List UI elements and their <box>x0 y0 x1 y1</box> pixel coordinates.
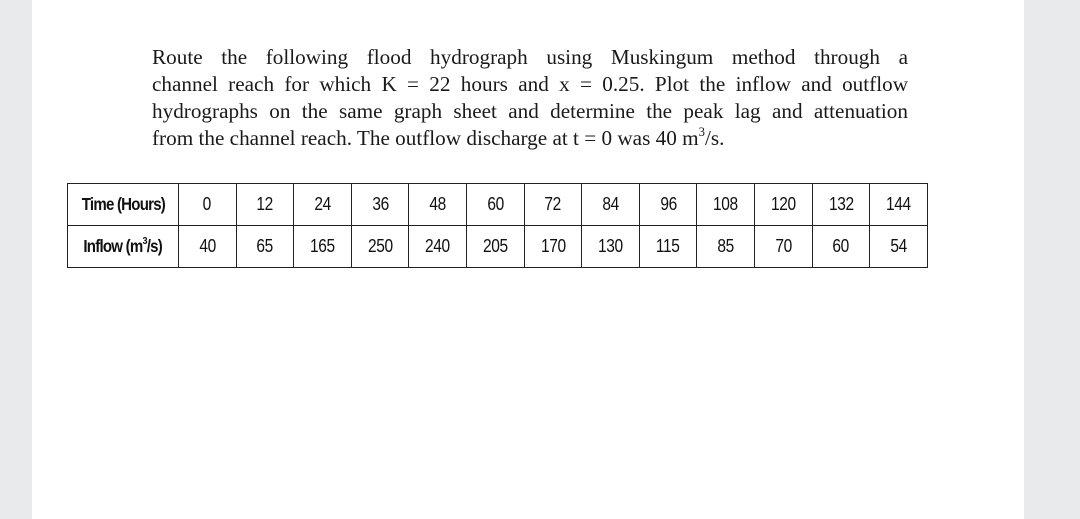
time-value: 120 <box>770 194 796 214</box>
time-cell <box>294 184 352 226</box>
time-cell <box>582 184 640 226</box>
time-cell <box>351 184 409 226</box>
question-line-4 <box>152 125 908 152</box>
inflow-cell <box>236 226 294 268</box>
inflow-header-suffix: /s) <box>147 236 163 256</box>
inflow-header-label <box>84 236 163 257</box>
hydrograph-table <box>67 183 928 268</box>
inflow-value: 165 <box>310 236 335 256</box>
inflow-value: 60 <box>832 236 850 256</box>
question-line-3: hydrographs on the same graph sheet and determine the peak lag and attenuation <box>152 99 908 123</box>
time-value: 144 <box>886 194 912 214</box>
question-line-2: channel reach for which K = 22 hours and x = 0.25. Plot the inflow and outflow <box>152 72 908 96</box>
inflow-cell <box>294 226 352 268</box>
question-line-4-suffix: /s. <box>704 126 725 150</box>
time-cell <box>467 184 525 226</box>
inflow-cell <box>179 226 237 268</box>
time-value: 132 <box>828 194 854 214</box>
time-cell <box>524 184 582 226</box>
inflow-cell <box>697 226 755 268</box>
time-value: 48 <box>429 194 447 214</box>
question-text <box>152 44 908 152</box>
inflow-cell <box>812 226 870 268</box>
inflow-row <box>68 226 928 268</box>
time-header <box>68 184 179 226</box>
time-value: 84 <box>602 194 619 214</box>
inflow-unit-superscript: 3 <box>142 235 148 248</box>
inflow-value: 115 <box>656 236 680 256</box>
time-value: 96 <box>659 194 677 214</box>
time-header-label: Time (Hours) <box>81 194 165 214</box>
time-value: 24 <box>314 194 331 214</box>
time-cell <box>179 184 237 226</box>
inflow-value: 240 <box>425 236 451 256</box>
question-line-4-text: from the channel reach. The outflow discharge at t = 0 was 40 m <box>152 126 699 150</box>
time-value: 36 <box>371 194 389 214</box>
time-cell <box>755 184 813 226</box>
inflow-cell <box>409 226 467 268</box>
inflow-cell <box>870 226 928 268</box>
inflow-value: 85 <box>717 236 735 256</box>
time-cell <box>409 184 467 226</box>
time-cell <box>236 184 294 226</box>
inflow-value: 205 <box>482 236 508 256</box>
time-cell <box>870 184 928 226</box>
time-value: 12 <box>256 194 274 214</box>
inflow-value: 130 <box>598 236 623 256</box>
inflow-cell <box>639 226 697 268</box>
time-cell <box>812 184 870 226</box>
inflow-value: 250 <box>367 236 393 256</box>
inflow-cell <box>467 226 525 268</box>
inflow-cell <box>582 226 640 268</box>
inflow-cell <box>351 226 409 268</box>
inflow-value: 70 <box>775 236 792 256</box>
inflow-value: 170 <box>540 236 566 256</box>
time-cell <box>697 184 755 226</box>
question-line-1: Route the following flood hydrograph using Muskingum method through a <box>152 45 908 69</box>
inflow-value: 40 <box>199 236 216 256</box>
time-cell <box>639 184 697 226</box>
time-row <box>68 184 928 226</box>
time-value: 108 <box>713 194 739 214</box>
unit-superscript: 3 <box>698 124 705 139</box>
inflow-value: 54 <box>890 236 907 256</box>
time-value: 60 <box>487 194 504 214</box>
time-value: 72 <box>544 194 562 214</box>
time-value: 0 <box>203 194 212 214</box>
inflow-cell <box>755 226 813 268</box>
inflow-cell <box>524 226 582 268</box>
inflow-header-text: Inflow (m <box>83 236 143 256</box>
inflow-value: 65 <box>256 236 274 256</box>
inflow-header <box>68 226 179 268</box>
